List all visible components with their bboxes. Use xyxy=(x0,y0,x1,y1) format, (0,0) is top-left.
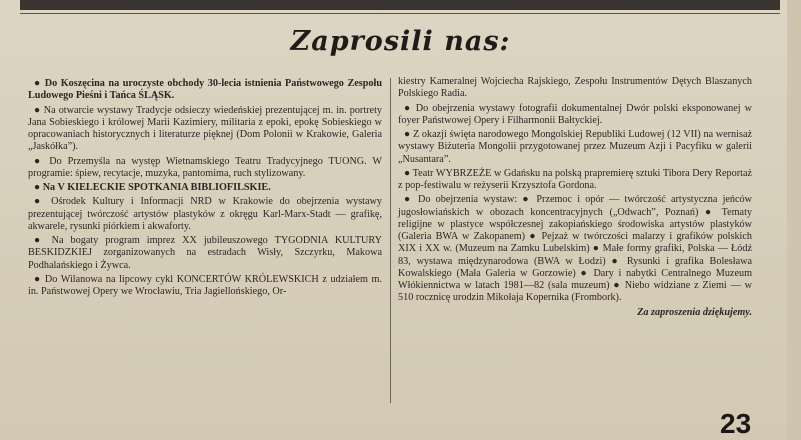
top-rule xyxy=(20,0,780,10)
announcement-text: kiestry Kameralnej Wojciecha Rajskiego, Zespołu Instrumentów Dętych Blaszanych Polskiego Radia. xyxy=(398,76,752,100)
announcement-continued xyxy=(398,76,752,101)
announcement-text: ● Na otwarcie wystawy Tradycje odsieczy wiedeńskiej prezentującej m. in. portrety Jana Sobieskiego i królowej Marii Kazimiery, militaria z epoki, epokę Sobieskiego w opracowaniach historycznych i literaturze pięknej (Dom Polonii w Krakowie, Galeria „Jaskółka”). xyxy=(28,104,382,153)
announcement-text: ● Z okazji święta narodowego Mongolskiej Republiki Ludowej (12 VII) na wernisaż wystawy Biżuteria Mongolii przygotowanej przez Muzeum Azji i Pacyfiku w galerii „Nusantara”. xyxy=(398,129,752,165)
announcement-text: ● Na V KIELECKIE SPOTKANIA BIBLIOFILSKIE. xyxy=(34,182,271,193)
announcement-text: ● Do obejrzenia wystawy fotografii dokumentalnej Dwór polski eksponowanej w foyer Państwowej Opery i Filharmonii Bałtyckiej. xyxy=(398,102,752,126)
announcement-beskidy xyxy=(28,235,382,272)
closing-thanks xyxy=(398,307,752,319)
column-divider xyxy=(390,78,391,403)
announcement-nrd xyxy=(28,196,382,233)
announcement-text: ● Do obejrzenia wystaw: ● Przemoc i opór — twórczość artystyczna jeńców jugosłowiańskich w obozach koncentracyjnych („Odwach”, Poznań) ● Tematy religijne w plastyce współczesnej zakopiańskiego środowiska artystów plastyków (Galeria BWA w Zakopanem) ● Pejzaż w twórczości malarzy i grafików polskich XIX i XX w. (Muzeum na Zamku Lubelskim) ● Małe formy grafiki, Polska — Łódź 83, wystawa międzynarodowa (BWA w Łodzi) ● Rysunki i grafika Bolesława Kowalskiego (Mała Galeria w Gorzowie) ● Dary i nabytki Centralnego Muzeum Włókiennictwa w latach 1981—82 (sala muzeum) ● Niebo widziane z Ziemi — w 510 rocznicę urodzin Mikołaja Kopernika (Frombork). xyxy=(398,194,752,304)
page-number: 23 xyxy=(720,408,752,439)
top-rule-thin xyxy=(20,13,780,14)
announcement-bibliofile xyxy=(28,182,382,194)
announcement-text: ● Ośrodek Kultury i Informacji NRD w Krakowie do obejrzenia wystawy prezentującej twórczość artystów plastyków z okręgu Karl-Marx-Stadt — grafikę, akwarele, rysunki piórkiem i akwaforty. xyxy=(28,196,382,232)
announcement-tuong xyxy=(28,156,382,181)
announcement-text: ● Na bogaty program imprez XX jubileuszowego TYGODNIA KULTURY BESKIDZKIEJ zorganizowanych na estradach Wisły, Szczyrku, Makowa Podhalańskiego i Żywca. xyxy=(28,235,382,271)
announcement-text: ● Do Koszęcina na uroczyste obchody 30-lecia istnienia Państwowego Zespołu Ludowego Pieśni i Tańca ŚLĄSK. xyxy=(28,78,382,102)
announcement-koszecin xyxy=(28,78,382,103)
announcement-text: ● Do Wilanowa na lipcowy cykl KONCERTÓW KRÓLEWSKICH z udziałem m. in. Państwowej Opery we Wrocławiu, Tria Jagiellońskiego, Or- xyxy=(28,273,382,297)
announcement-wybrzeze xyxy=(398,168,752,193)
section-heading: Zaprosili nas: xyxy=(290,26,511,57)
announcement-wilanow xyxy=(28,274,382,299)
announcement-mongolia xyxy=(398,129,752,166)
announcement-text: ● Do Przemyśla na występ Wietnamskiego Teatru Tradycyjnego TUONG. W programie: śpiew, recytacje, muzyka, pantomima, ruch stylizowany. xyxy=(28,155,382,179)
left-column xyxy=(28,78,382,300)
right-column xyxy=(398,76,752,321)
page-edge xyxy=(787,0,801,440)
announcement-odsiecz-wiedenska xyxy=(28,105,382,154)
announcement-wystawy xyxy=(398,194,752,304)
announcement-text: ● Teatr WYBRZEŻE w Gdańsku na polską prapremierę sztuki Tibora Dery Reportaż z pop-festiwalu w reżyserii Krzysztofa Gordona. xyxy=(398,167,752,191)
closing-text: Za zaproszenia dziękujemy. xyxy=(637,306,752,318)
announcement-dwor-polski xyxy=(398,103,752,128)
